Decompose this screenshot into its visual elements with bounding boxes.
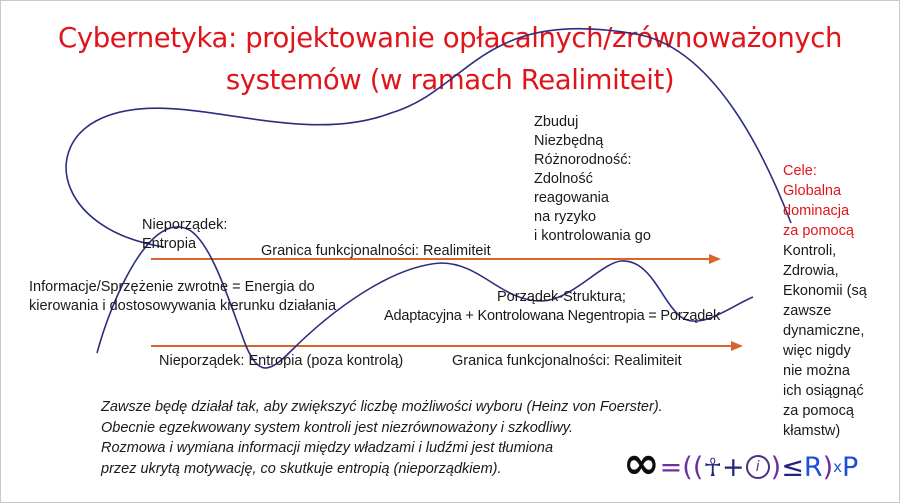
info-icon: i [746, 455, 770, 479]
formula-leq: ≤ [781, 451, 804, 483]
foerster-quote: Zawsze będę działał tak, aby zwiększyć liczbę możliwości wyboru (Heinz von Foerster). Obecnie egzekwowany system kontroli jest niezrównoważony i szkodliwy. Rozmowa i wymiana informacji między władzami i ludźmi jest tłumiona przez ukrytą motywację, co skutkuje entropią (nieporządkiem). [101, 399, 663, 477]
negentropy-label: Adaptacyjna + Kontrolowana Negentropia = Porządek [384, 308, 721, 324]
formula-close-2: ) [822, 451, 834, 483]
boundary-bottom-label: Granica funkcjonalności: Realimiteit [452, 353, 682, 369]
big-arc-curve [66, 29, 791, 247]
formula-p: P [842, 451, 859, 483]
build-variety-label: Zbuduj Niezbędną Różnorodność: Zdolność reagowania na ryzyko i kontrolowania go [534, 114, 651, 244]
formula-close: ) [770, 451, 782, 483]
disorder-top-label: Nieporządek: Entropia [142, 217, 228, 252]
formula-x: x [833, 458, 843, 476]
formula-eq: =(( [659, 451, 704, 483]
infinity-symbol: ∞ [623, 438, 660, 489]
formula [623, 438, 859, 489]
formula-r: R [803, 451, 823, 483]
ankh-icon: ☥ [703, 452, 723, 482]
title-line-2: systemów (w ramach Realimiteit) [225, 64, 675, 96]
boundary-top-label: Granica funkcjonalności: Realimiteit [261, 243, 491, 259]
formula-plus: + [722, 451, 745, 483]
goals-panel: Cele: Globalna dominacja za pomocą Kontroli, Zdrowia, Ekonomii (są zawsze dynamiczne, więc nigdy nie można ich osiągnąć za pomocą kłamstw) [783, 163, 867, 439]
disorder-bottom-label: Nieporządek: Entropia (poza kontrolą) [159, 353, 404, 369]
title-line-1: Cybernetyka: projektowanie opłacalnych/zrównoważonych [58, 22, 842, 54]
information-label: Informacje/Sprzężenie zwrotne = Energia do kierowania i dostosowywania kierunku działania [29, 279, 337, 314]
order-structure-label: Porządek-Struktura; [497, 289, 626, 305]
